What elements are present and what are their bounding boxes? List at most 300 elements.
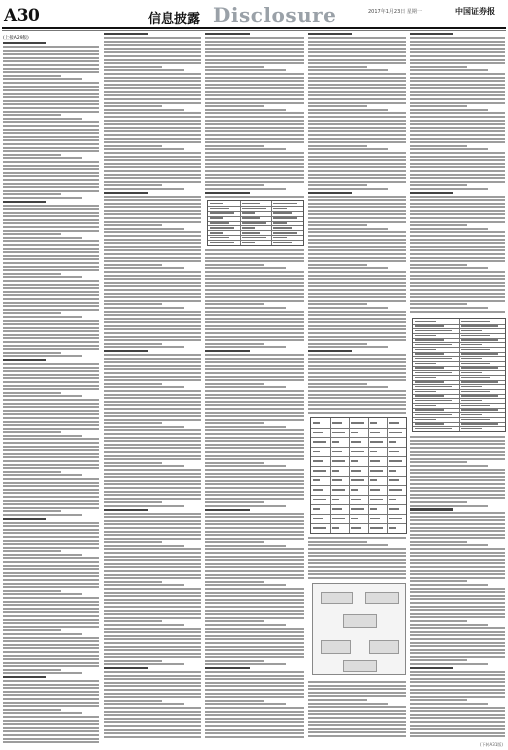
section-title-zh: 信息披露 <box>148 12 201 27</box>
text-line <box>3 496 99 498</box>
text-line <box>205 617 304 619</box>
table-cell-text <box>415 353 444 355</box>
table-cell-text <box>351 499 361 501</box>
text-line <box>410 461 467 463</box>
text-line <box>3 720 99 722</box>
text-line <box>205 181 304 183</box>
text-line <box>205 487 304 489</box>
text-line <box>205 192 250 194</box>
text-line <box>308 91 406 93</box>
text-line <box>3 330 99 332</box>
text-line <box>3 525 99 527</box>
text-line <box>3 71 99 73</box>
text-line <box>308 170 406 172</box>
text-line <box>205 166 304 168</box>
text-line <box>205 602 304 604</box>
text-line <box>205 465 286 467</box>
text-line <box>3 554 82 556</box>
text-line <box>205 156 304 158</box>
text-line <box>410 159 505 161</box>
table-cell-text <box>461 330 482 332</box>
text-line <box>308 365 406 367</box>
text-line <box>410 537 505 539</box>
text-line <box>205 102 304 104</box>
text-line <box>205 592 304 594</box>
text-line <box>308 116 406 118</box>
text-line <box>104 91 201 93</box>
text-line <box>3 536 99 538</box>
text-line <box>104 429 201 431</box>
table-cell-text <box>351 479 364 481</box>
table-cell-text <box>389 451 399 453</box>
text-line <box>410 130 505 132</box>
text-line <box>410 163 505 165</box>
text-line <box>104 714 201 716</box>
table-cell-text <box>461 358 482 360</box>
table-cell-text <box>210 222 229 224</box>
text-line <box>3 78 82 80</box>
text-line <box>104 617 201 619</box>
text-line <box>410 562 505 564</box>
text-line <box>410 138 505 140</box>
text-line <box>3 532 99 534</box>
table-cell-text <box>332 451 342 453</box>
text-line <box>308 55 406 57</box>
text-line <box>410 476 505 478</box>
text-line <box>104 51 201 53</box>
text-line <box>205 714 304 716</box>
text-line <box>205 635 304 637</box>
text-line <box>3 258 99 260</box>
text-line <box>410 465 488 467</box>
text-line <box>104 112 201 114</box>
table-cell-text <box>415 409 444 411</box>
text-line <box>205 523 304 525</box>
text-line <box>308 249 406 251</box>
table-col-rule <box>368 418 369 533</box>
table-cell-text <box>389 499 396 501</box>
diagram-node <box>343 660 377 672</box>
text-line <box>308 289 406 291</box>
table-cell-text <box>461 428 482 430</box>
text-line <box>3 608 99 610</box>
text-line <box>205 513 304 515</box>
text-line <box>3 374 99 376</box>
text-line <box>104 138 201 140</box>
text-line <box>410 221 505 223</box>
text-line <box>3 352 61 354</box>
text-line <box>308 368 406 370</box>
text-line <box>104 513 201 515</box>
text-line <box>205 271 304 273</box>
text-line <box>104 531 201 533</box>
text-line <box>410 293 505 295</box>
text-line <box>205 84 304 86</box>
table-row-rule <box>311 504 406 505</box>
table-cell-text <box>370 441 383 443</box>
table-cell-text <box>332 479 342 481</box>
text-line <box>104 80 201 82</box>
text-line <box>308 264 367 266</box>
text-line <box>104 729 201 731</box>
text-line <box>205 440 304 442</box>
text-line <box>410 105 467 107</box>
text-line <box>104 447 201 449</box>
table-cell-text <box>313 479 320 481</box>
text-line <box>3 348 99 350</box>
text-line <box>205 588 304 590</box>
table-cell-text <box>389 441 396 443</box>
text-line <box>410 559 505 561</box>
text-line <box>410 602 505 604</box>
text-line <box>3 492 99 494</box>
masthead <box>0 0 508 30</box>
table-cell-text <box>370 518 380 520</box>
text-line <box>104 275 201 277</box>
table-cell-text <box>461 423 498 425</box>
table-cell-text <box>415 381 444 383</box>
text-line <box>104 260 201 262</box>
text-line <box>104 148 184 150</box>
table-cell-text <box>313 441 326 443</box>
table-cell-text <box>415 377 436 379</box>
text-line <box>104 487 201 489</box>
text-line <box>308 548 406 550</box>
table-cell-text <box>332 489 345 491</box>
text-line <box>205 444 304 446</box>
text-line <box>410 253 505 255</box>
text-line <box>3 633 82 635</box>
text-line <box>104 37 201 39</box>
text-line <box>205 253 304 255</box>
text-line <box>104 210 201 212</box>
text-line <box>410 548 505 550</box>
text-line <box>410 196 505 198</box>
text-line <box>410 671 505 673</box>
text-line <box>410 580 467 582</box>
table-cell-text <box>415 423 444 425</box>
table-cell-text <box>461 405 490 407</box>
text-line <box>205 303 264 305</box>
text-line <box>410 80 505 82</box>
text-line <box>410 458 505 460</box>
table-row-rule <box>311 523 406 524</box>
text-line <box>308 166 406 168</box>
text-line <box>410 721 505 723</box>
text-line <box>205 469 304 471</box>
table-cell-text <box>242 203 261 205</box>
text-line <box>410 717 505 719</box>
text-line <box>3 672 82 674</box>
text-line <box>410 257 505 259</box>
text-line <box>104 123 201 125</box>
text-line <box>410 678 505 680</box>
text-line <box>205 516 304 518</box>
text-line <box>104 545 184 547</box>
text-line <box>3 161 99 163</box>
text-line <box>205 112 304 114</box>
masthead-rule <box>2 27 506 29</box>
section-title-en: Disclosure <box>213 3 337 27</box>
text-line <box>205 433 304 435</box>
table-cell-text <box>389 489 402 491</box>
table-cell-text <box>370 479 377 481</box>
text-line <box>410 616 505 618</box>
table-cell-text <box>242 227 255 229</box>
table-cell-text <box>351 460 358 462</box>
text-line <box>410 275 505 277</box>
diagram-node <box>321 592 353 604</box>
table-cell-text <box>370 470 383 472</box>
table-cell-text <box>370 499 383 501</box>
text-line <box>205 401 304 403</box>
text-line <box>410 663 488 665</box>
text-line <box>410 436 505 438</box>
text-line <box>3 597 99 599</box>
table-cell-text <box>389 470 396 472</box>
text-line <box>205 394 304 396</box>
text-line <box>205 177 304 179</box>
text-line <box>104 318 201 320</box>
text-line <box>3 363 99 365</box>
text-line <box>104 527 201 529</box>
text-line <box>410 631 505 633</box>
text-line <box>3 611 99 613</box>
text-line <box>308 51 406 53</box>
column-body <box>3 42 99 743</box>
text-line <box>3 212 99 214</box>
table-row-rule <box>311 514 406 515</box>
text-line <box>205 328 304 330</box>
table-cell-text <box>210 227 234 229</box>
text-column-2 <box>104 33 201 739</box>
text-line <box>3 583 99 585</box>
text-line <box>3 175 99 177</box>
text-line <box>205 343 264 345</box>
text-line <box>104 563 201 565</box>
text-line <box>3 157 82 159</box>
table-cell-text <box>461 335 490 337</box>
text-line <box>104 105 162 107</box>
table-cell-text <box>415 372 452 374</box>
text-line <box>104 196 201 198</box>
text-line <box>3 337 99 339</box>
text-line <box>410 494 505 496</box>
text-line <box>410 472 505 474</box>
text-line <box>3 540 99 542</box>
text-line <box>104 257 201 259</box>
text-line <box>410 707 505 709</box>
text-line <box>205 408 304 410</box>
text-line <box>104 156 201 158</box>
text-line <box>308 134 406 136</box>
text-line <box>104 419 201 421</box>
text-line <box>104 293 201 295</box>
text-line <box>104 469 201 471</box>
table-cell-text <box>332 518 345 520</box>
text-line <box>308 724 406 726</box>
text-line <box>410 199 505 201</box>
text-line <box>205 703 286 705</box>
text-line <box>3 345 99 347</box>
text-line <box>3 266 99 268</box>
text-line <box>205 725 304 727</box>
table-cell-text <box>313 432 323 434</box>
text-line <box>104 736 201 738</box>
text-line <box>308 332 406 334</box>
text-line <box>410 134 505 136</box>
text-line <box>410 681 505 683</box>
table-cell-text <box>351 527 361 529</box>
text-line <box>3 403 99 405</box>
text-line <box>205 429 304 431</box>
text-line <box>410 555 505 557</box>
text-line <box>3 575 99 577</box>
text-line <box>104 628 201 630</box>
text-line <box>410 728 505 730</box>
text-line <box>3 334 99 336</box>
table-col-rule <box>271 201 272 245</box>
text-line <box>205 94 304 96</box>
text-line <box>410 156 505 158</box>
text-line <box>410 685 505 687</box>
text-line <box>308 412 406 414</box>
text-line <box>3 179 99 181</box>
text-line <box>3 665 99 667</box>
text-line <box>205 300 304 302</box>
table-cell-text <box>273 208 286 210</box>
text-line <box>205 563 304 565</box>
text-line <box>3 305 99 307</box>
text-line <box>104 653 201 655</box>
text-line <box>3 230 99 232</box>
text-line <box>3 464 99 466</box>
text-line <box>308 188 388 190</box>
text-line <box>308 566 406 568</box>
table-cell-text <box>461 372 482 374</box>
table-row-rule <box>311 447 406 448</box>
table-cell-text <box>351 518 358 520</box>
newspaper-logo: 中国证券报 <box>455 6 495 16</box>
table-cell-text <box>415 344 452 346</box>
text-line <box>104 437 201 439</box>
text-line <box>104 376 201 378</box>
text-line <box>205 649 304 651</box>
text-line <box>104 556 201 558</box>
text-line <box>3 655 99 657</box>
table-cell-text <box>461 321 490 323</box>
text-line <box>3 687 99 689</box>
text-line <box>104 494 201 496</box>
text-line <box>3 395 82 397</box>
text-line <box>205 293 304 295</box>
text-line <box>104 602 201 604</box>
text-line <box>308 300 406 302</box>
text-line <box>104 365 201 367</box>
text-line <box>308 62 406 64</box>
text-line <box>410 516 505 518</box>
text-line <box>308 311 406 313</box>
text-line <box>205 509 250 511</box>
text-line <box>410 264 467 266</box>
text-line <box>3 100 99 102</box>
text-line <box>205 505 286 507</box>
text-line <box>410 184 467 186</box>
text-line <box>410 645 505 647</box>
text-line <box>205 130 304 132</box>
text-line <box>104 170 201 172</box>
table-cell-text <box>313 518 323 520</box>
text-line <box>104 372 201 374</box>
table-row-rule <box>311 485 406 486</box>
text-line <box>3 514 82 516</box>
text-line <box>205 307 286 309</box>
text-line <box>104 41 201 43</box>
text-line <box>205 267 286 269</box>
text-line <box>410 696 505 698</box>
text-line <box>104 98 201 100</box>
text-line <box>3 651 99 653</box>
table-cell-text <box>461 344 482 346</box>
table-cell-text <box>461 339 498 341</box>
text-line <box>205 527 304 529</box>
text-line <box>410 116 505 118</box>
text-line <box>104 642 201 644</box>
table-cell-text <box>461 419 490 421</box>
text-line <box>104 541 162 543</box>
text-line <box>3 489 99 491</box>
text-line <box>205 577 304 579</box>
text-line <box>104 325 201 327</box>
text-line <box>104 44 201 46</box>
text-line <box>410 33 453 35</box>
text-line <box>104 631 201 633</box>
text-line <box>3 662 99 664</box>
text-line <box>205 606 304 608</box>
text-line <box>104 570 201 572</box>
text-line <box>410 170 505 172</box>
text-line <box>410 210 505 212</box>
table-cell-text <box>461 363 490 365</box>
text-line <box>205 556 304 558</box>
text-line <box>205 116 304 118</box>
text-line <box>104 62 201 64</box>
text-line <box>205 732 304 734</box>
text-line <box>205 386 286 388</box>
text-line <box>410 41 505 43</box>
table-cell-text <box>273 212 292 214</box>
text-line <box>308 152 406 154</box>
text-line <box>104 102 201 104</box>
text-line <box>104 465 184 467</box>
text-line <box>3 417 99 419</box>
text-line <box>3 312 61 314</box>
text-line <box>104 509 148 511</box>
text-line <box>410 497 505 499</box>
table-cell-text <box>313 451 320 453</box>
table-cell-text <box>461 400 482 402</box>
text-line <box>104 228 184 230</box>
table-cell-text <box>332 499 339 501</box>
text-line <box>3 136 99 138</box>
text-line <box>104 671 201 673</box>
table-cell-text <box>415 405 436 407</box>
text-line <box>3 86 99 88</box>
text-line <box>205 51 304 53</box>
text-line <box>3 183 99 185</box>
text-line <box>3 172 99 174</box>
text-line <box>104 188 184 190</box>
